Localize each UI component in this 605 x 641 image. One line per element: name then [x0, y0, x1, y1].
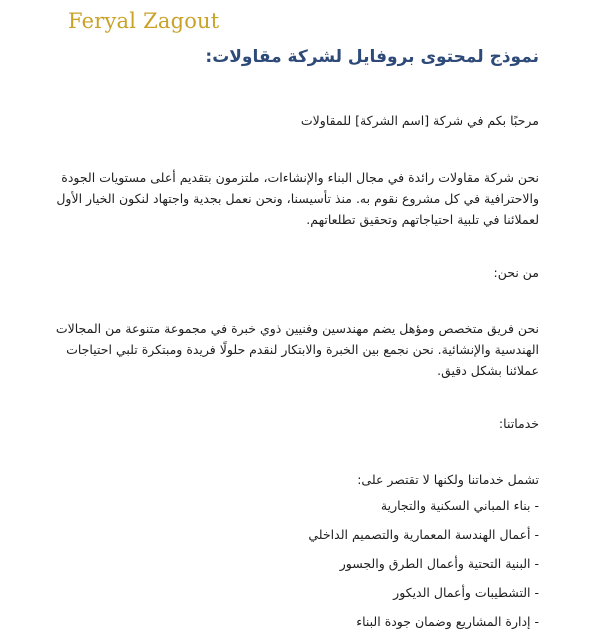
- list-item: - أعمال الهندسة المعمارية والتصميم الداخلي: [308, 527, 539, 542]
- who-heading: من نحن:: [493, 265, 539, 280]
- list-item: - البنية التحتية وأعمال الطرق والجسور: [339, 556, 539, 571]
- who-paragraph: نحن فريق متخصص ومؤهل يضم مهندسين وفنيين ذوي خبرة في مجموعة متنوعة من المجالات الهندسية والإنشائية. نحن نجمع بين الخبرة والابتكار لنقدم حلولًا فريدة ومبتكرة تلبي احتياجات عملائنا بشكل دقيق.: [55, 321, 539, 378]
- services-intro: تشمل خدماتنا ولكنها لا تقتصر على:: [357, 472, 539, 487]
- document-title: نموذج لمحتوى بروفايل لشركة مقاولات:: [205, 47, 539, 67]
- about-paragraph: نحن شركة مقاولات رائدة في مجال البناء والإنشاءات، ملتزمون بتقديم أعلى مستويات الجودة والاحترافية في كل مشروع نقوم به. منذ تأسيسنا، ونحن نعمل بجدية واجتهاد لنكون الخيار الأول لعملائنا في تلبية احتياجاتهم وتحقيق تطلعاتهم.: [56, 170, 539, 227]
- services-heading: خدماتنا:: [498, 416, 539, 431]
- list-item: - بناء المباني السكنية والتجارية: [380, 498, 539, 513]
- list-item: - التشطيبات وأعمال الديكور: [393, 585, 539, 600]
- services-list: [308, 491, 539, 636]
- author-name: Feryal Zagout: [68, 9, 220, 33]
- welcome-paragraph: مرحبًا بكم في شركة [اسم الشركة] للمقاولات: [300, 113, 539, 128]
- list-item: - إدارة المشاريع وضمان جودة البناء: [356, 614, 539, 629]
